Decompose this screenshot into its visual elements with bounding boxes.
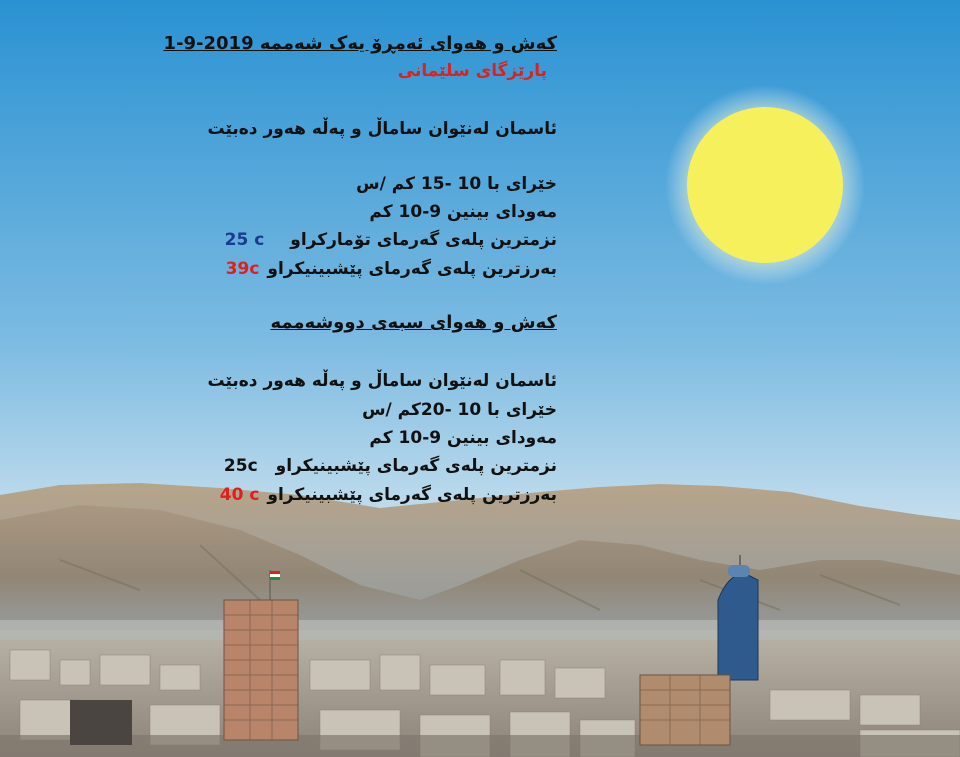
tomorrow-visibility: مەودای بینین 9-10 کم <box>369 428 557 448</box>
today-min-label: نزمترین پلەی گەرمای تۆمارکراو <box>290 230 557 250</box>
today-visibility: مەودای بینین 9-10 کم <box>369 202 557 222</box>
tomorrow-min-label: نزمترین پلەی گەرمای پێشبینیکراو <box>275 456 557 476</box>
today-max-label: بەرزترین پلەی گەرمای پێشبینیکراو <box>267 259 557 279</box>
tower-glass <box>718 574 758 680</box>
tomorrow-min-value: 25c <box>223 456 258 476</box>
today-min-row <box>225 229 557 251</box>
tomorrow-sky: ئاسمان لەنێوان ساماڵ و پەڵە هەور دەبێت <box>207 371 557 391</box>
tomorrow-wind: خێرای با 10 -20کم /س <box>362 400 557 420</box>
tomorrow-max-value: 40 c <box>219 485 260 505</box>
tomorrow-min-row <box>224 455 557 477</box>
flag <box>270 571 280 574</box>
tomorrow-max-label: بەرزترین پلەی گەرمای پێشبینیکراو <box>267 485 557 505</box>
today-max-row <box>226 258 557 280</box>
today-sky: ئاسمان لەنێوان ساماڵ و پەڵە هەور دەبێت <box>207 119 557 139</box>
sun <box>687 107 843 263</box>
today-title: کەش و هەوای ئەمڕۆ یەک شەممە 2019-9-1 <box>163 33 557 54</box>
tomorrow-forecast <box>180 300 557 520</box>
today-location: پارێزگای سلێمانی <box>397 61 547 81</box>
today-min-value: 25 c <box>224 230 265 250</box>
tomorrow-title: کەش و هەوای سبەی دووشەممە <box>270 312 557 333</box>
tower-right <box>640 675 730 745</box>
today-max-value: 39c <box>225 259 260 279</box>
today-forecast <box>163 0 557 300</box>
tower-left <box>224 600 298 740</box>
tomorrow-max-row <box>220 484 557 506</box>
today-wind: خێرای با 10 -15 کم /س <box>356 174 557 194</box>
